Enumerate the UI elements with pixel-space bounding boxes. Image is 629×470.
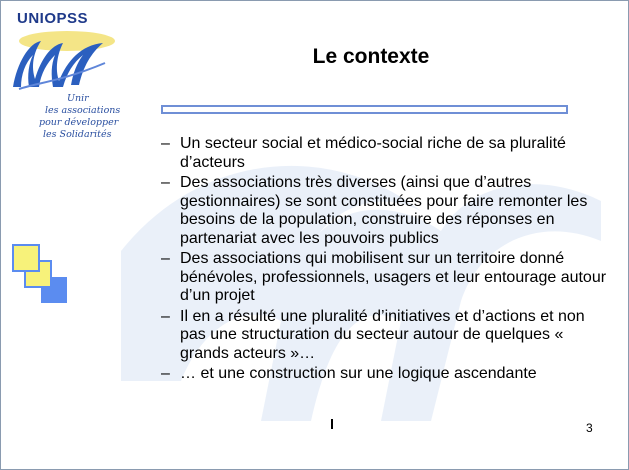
bullet-item xyxy=(161,308,611,364)
bullet-dash: – xyxy=(161,250,170,267)
bullet-item xyxy=(161,250,611,306)
bullet-text: … et une construction sur une logique ascendante xyxy=(180,365,537,382)
bullet-item xyxy=(161,135,611,172)
bullet-dash: – xyxy=(161,307,170,325)
title-underline-bar xyxy=(161,105,568,114)
bullet-text: Il en a résulté une pluralité d’initiatives et d’actions et non pas une structuration du secteur autour de quelques « grands acteurs »… xyxy=(180,307,585,362)
bullet-dash: – xyxy=(161,135,170,152)
logo-name: UNIOPSS xyxy=(17,10,89,27)
logo-emblem-icon xyxy=(7,23,117,98)
bullet-text: Un secteur social et médico-social riche de sa pluralité d’acteurs xyxy=(180,135,566,171)
logo-slogan-line: les Solidarités xyxy=(43,129,112,140)
logo-slogan-line: les associations xyxy=(45,105,121,116)
text-cursor xyxy=(331,419,333,429)
bullet-text: Des associations qui mobilisent sur un territoire donné bénévoles, professionnels, usagers et leur entourage autour d’un projet xyxy=(180,250,607,304)
logo-slogan-line: Unir xyxy=(67,93,89,104)
bullet-dash: – xyxy=(161,174,170,191)
bullet-item xyxy=(161,365,611,384)
bullet-item xyxy=(161,174,611,248)
page-number: 3 xyxy=(586,421,593,435)
decorative-squares-icon xyxy=(11,241,71,311)
uniopss-logo xyxy=(7,5,127,155)
bullet-text: Des associations très diverses (ainsi que d’autres gestionnaires) se sont constituées pour faire remonter les besoins de la population, construire des réponses en partenariat avec les pouvoirs publics xyxy=(180,174,588,247)
bullet-dash: – xyxy=(161,365,170,382)
logo-slogan-line: pour développer xyxy=(39,117,119,128)
bullet-list xyxy=(161,135,611,386)
slide-title: Le contexte xyxy=(312,45,430,68)
logo-slogan xyxy=(39,93,129,141)
